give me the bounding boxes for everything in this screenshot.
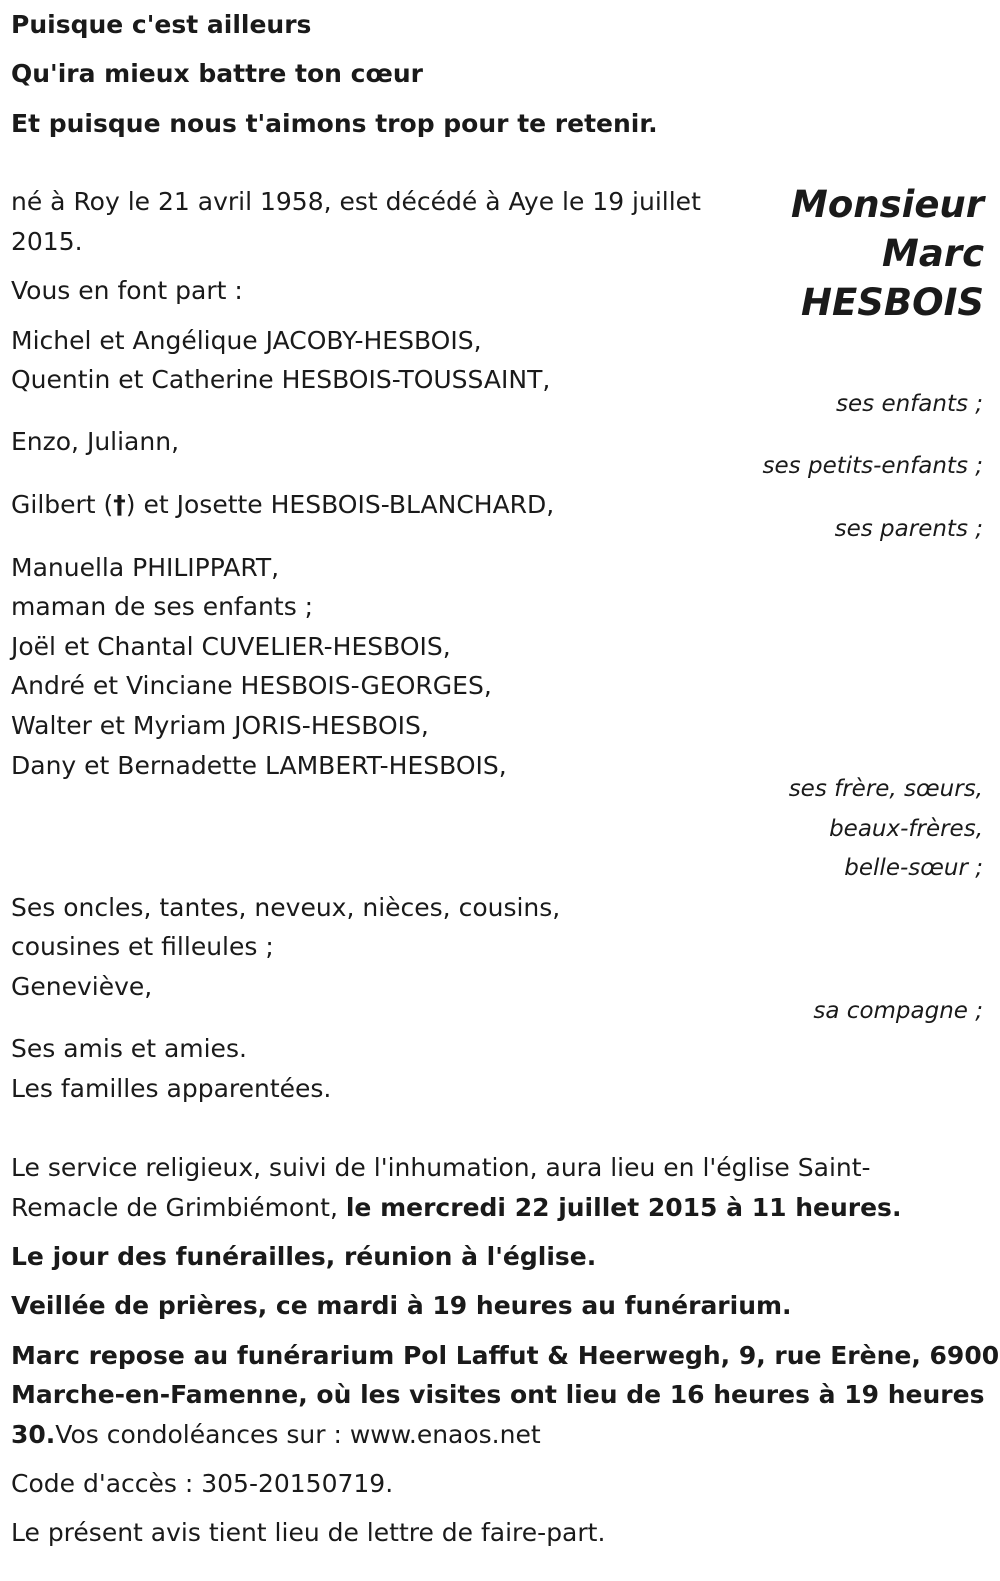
- extended-line-2: cousines et filleules ;: [11, 932, 274, 961]
- vigil-line: Veillée de prières, ce mardi à 19 heures au funérarium.: [11, 1291, 792, 1320]
- children-role: ses enfants ;: [836, 391, 983, 417]
- repose-line-2: Marche-en-Famenne, où les visites ont lieu de 16 heures à 19 heures: [11, 1380, 985, 1409]
- siblings-role-1: ses frère, sœurs,: [788, 776, 983, 802]
- siblings-role-2: beaux-frères,: [829, 816, 983, 842]
- friends-line-2: Les familles apparentées.: [11, 1074, 332, 1103]
- children-line-1: Michel et Angélique JACOBY-HESBOIS,: [11, 326, 482, 355]
- parents-role: ses parents ;: [834, 516, 983, 542]
- mother-line-1: Manuella PHILIPPART,: [11, 553, 280, 582]
- parents-line: [11, 490, 554, 520]
- deceased-name: [791, 180, 984, 327]
- companion-line: Geneviève,: [11, 972, 153, 1001]
- cross-icon: †: [113, 490, 126, 519]
- grandchildren-line: Enzo, Juliann,: [11, 427, 180, 456]
- service-line-2: [11, 1193, 901, 1223]
- deceased-title: Monsieur: [791, 183, 984, 226]
- service-line-1: Le service religieux, suivi de l'inhumation, aura lieu en l'église Saint-: [11, 1153, 871, 1182]
- announce-line: Vous en font part :: [11, 276, 243, 305]
- service-location: Remacle de Grimbiémont,: [11, 1193, 346, 1222]
- siblings-line-4: Dany et Bernadette LAMBERT-HESBOIS,: [11, 751, 507, 780]
- deceased-last-name: HESBOIS: [801, 281, 984, 324]
- grandchildren-role: ses petits-enfants ;: [762, 453, 983, 479]
- siblings-line-3: Walter et Myriam JORIS-HESBOIS,: [11, 711, 429, 740]
- parents-before-cross: Gilbert (: [11, 490, 114, 519]
- repose-time-end: 30.: [11, 1420, 56, 1449]
- reunion-line: Le jour des funérailles, réunion à l'église.: [11, 1242, 597, 1271]
- friends-line-1: Ses amis et amies.: [11, 1034, 247, 1063]
- service-date: le mercredi 22 juillet 2015 à 11 heures.: [345, 1193, 902, 1222]
- companion-role: sa compagne ;: [813, 998, 983, 1024]
- condolences-text: Vos condoléances sur : www.enaos.net: [55, 1420, 541, 1449]
- repose-line-1: Marc repose au funérarium Pol Laffut & Heerwegh, 9, rue Erène, 6900: [11, 1341, 1000, 1370]
- repose-line-3: [11, 1420, 541, 1450]
- parents-after-cross: ) et Josette HESBOIS-BLANCHARD,: [125, 490, 555, 519]
- access-code-line: Code d'accès : 305-20150719.: [11, 1469, 394, 1498]
- verse-line-2: Qu'ira mieux battre ton cœur: [11, 59, 423, 88]
- siblings-line-2: André et Vinciane HESBOIS-GEORGES,: [11, 671, 492, 700]
- deceased-first-name: Marc: [882, 232, 984, 275]
- verse-line-3: Et puisque nous t'aimons trop pour te retenir.: [11, 109, 658, 138]
- intro-line-1: né à Roy le 21 avril 1958, est décédé à Aye le 19 juillet: [11, 187, 701, 216]
- children-line-2: Quentin et Catherine HESBOIS-TOUSSAINT,: [11, 365, 551, 394]
- verse-line-1: Puisque c'est ailleurs: [11, 10, 312, 39]
- siblings-role-3: belle-sœur ;: [844, 855, 983, 881]
- extended-line-1: Ses oncles, tantes, neveux, nièces, cousins,: [11, 893, 561, 922]
- mother-line-2: maman de ses enfants ;: [11, 592, 314, 621]
- siblings-line-1: Joël et Chantal CUVELIER-HESBOIS,: [11, 632, 451, 661]
- intro-line-2: 2015.: [11, 227, 83, 256]
- notice-line: Le présent avis tient lieu de lettre de faire-part.: [11, 1518, 606, 1547]
